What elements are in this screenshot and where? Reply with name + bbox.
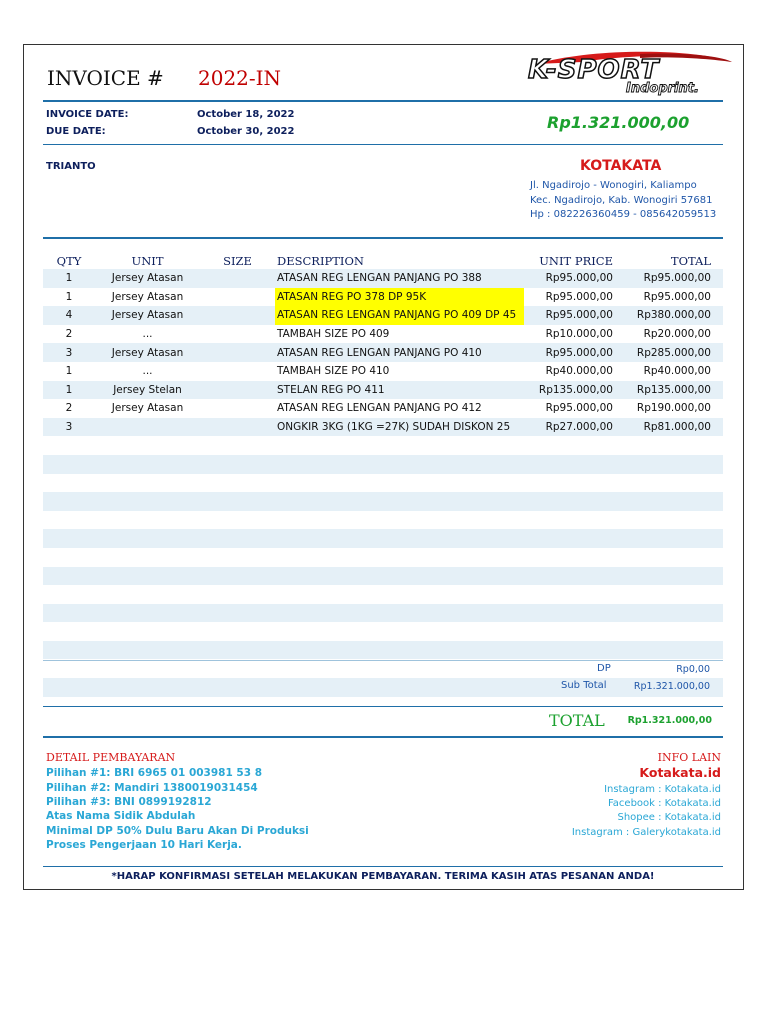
size-cell <box>200 325 275 344</box>
unit-cell <box>95 418 200 437</box>
company-name: KOTAKATA <box>580 158 662 174</box>
payment-line: Pilihan #2: Mandiri 1380019031454 <box>46 782 258 794</box>
size-cell <box>200 362 275 381</box>
invoice-date-value: October 18, 2022 <box>197 109 295 120</box>
unit-price-cell: Rp95.000,00 <box>524 269 625 288</box>
table-row <box>43 269 723 288</box>
qty-cell: 1 <box>65 365 73 378</box>
description-cell: ONGKIR 3KG (1KG =27K) SUDAH DISKON 25 <box>275 418 524 437</box>
empty-row <box>43 474 723 493</box>
total-cell: Rp285.000,00 <box>625 343 723 362</box>
payment-heading: DETAIL PEMBAYARAN <box>46 751 176 764</box>
qty-cell: 1 <box>43 269 95 288</box>
info-instagram[interactable]: Instagram : Kotakata.id <box>604 784 721 795</box>
info-heading: INFO LAIN <box>657 751 721 764</box>
unit-cell: Jersey Atasan <box>95 343 200 362</box>
info-shopee[interactable]: Shopee : Kotakata.id <box>617 812 721 823</box>
table-header-row <box>43 253 723 269</box>
invoice-title: INVOICE # <box>47 66 164 90</box>
unit-price-cell: Rp40.000,00 <box>545 365 613 378</box>
total-cell: Rp135.000,00 <box>625 381 723 400</box>
empty-row <box>43 678 723 697</box>
unit-cell: Jersey Atasan <box>95 306 200 325</box>
table-bottom-rule <box>43 660 723 661</box>
unit-price-cell: Rp27.000,00 <box>524 418 625 437</box>
payment-line: Minimal DP 50% Dulu Baru Akan Di Produksi <box>46 825 309 837</box>
items-table <box>43 253 723 697</box>
table-row <box>43 362 723 381</box>
unit-header: UNIT <box>131 254 164 268</box>
unit-price-cell: Rp95.000,00 <box>545 402 613 415</box>
description-cell: STELAN REG PO 411 <box>275 381 524 400</box>
unit-cell: Jersey Atasan <box>111 290 184 303</box>
empty-row <box>43 641 723 660</box>
qty-header: QTY <box>56 254 82 268</box>
total-cell: Rp81.000,00 <box>625 418 723 437</box>
empty-row <box>43 511 723 530</box>
table-row <box>43 418 723 437</box>
grand-total-label: TOTAL <box>549 711 605 730</box>
unit-price-cell: Rp95.000,00 <box>524 306 625 325</box>
total-cell: Rp95.000,00 <box>643 290 711 303</box>
unit-price-cell: Rp135.000,00 <box>524 381 625 400</box>
header-rule <box>43 100 723 102</box>
table-row <box>43 399 723 418</box>
size-cell <box>200 399 275 418</box>
subtotal-label: Sub Total <box>561 680 607 691</box>
empty-row <box>43 585 723 604</box>
total-cell: Rp380.000,00 <box>625 306 723 325</box>
unit-cell: Jersey Stelan <box>95 381 200 400</box>
unit-cell: ... <box>142 328 153 341</box>
size-header: SIZE <box>223 254 252 268</box>
empty-row <box>43 604 723 623</box>
description-cell: ATASAN REG LENGAN PANJANG PO 388 <box>275 269 524 288</box>
qty-cell: 1 <box>43 381 95 400</box>
payment-line: Pilihan #1: BRI 6965 01 003981 53 8 <box>46 767 263 779</box>
empty-row <box>43 455 723 474</box>
total-header: TOTAL <box>670 254 711 268</box>
invoice-amount: Rp1.321.000,00 <box>547 113 690 132</box>
description-cell-highlighted: ATASAN REG LENGAN PANJANG PO 409 DP 45 <box>275 306 524 325</box>
qty-cell: 4 <box>43 306 95 325</box>
info-facebook[interactable]: Facebook : Kotakata.id <box>607 798 721 809</box>
empty-row <box>43 567 723 586</box>
description-cell: ATASAN REG LENGAN PANJANG PO 410 <box>275 343 524 362</box>
table-row <box>43 306 723 325</box>
empty-row <box>43 548 723 567</box>
logo-main-text: K-SPORT <box>528 55 660 85</box>
total-cell: Rp95.000,00 <box>625 269 723 288</box>
qty-cell: 2 <box>65 328 73 341</box>
description-cell: TAMBAH SIZE PO 410 <box>277 365 390 378</box>
grand-total-value: Rp1.321.000,00 <box>627 715 712 726</box>
payment-top-rule <box>43 736 723 738</box>
footer-note: *HARAP KONFIRMASI SETELAH MELAKUKAN PEMBAYARAN. TERIMA KASIH ATAS PESANAN ANDA! <box>111 871 655 882</box>
description-cell: ATASAN REG LENGAN PANJANG PO 412 <box>277 402 482 415</box>
table-row <box>43 288 723 307</box>
table-row <box>43 343 723 362</box>
info-brand: Kotakata.id <box>639 765 721 780</box>
description-cell-highlighted: ATASAN REG PO 378 DP 95K <box>275 288 524 307</box>
unit-cell: ... <box>142 365 153 378</box>
company-address-2: Kec. Ngadirojo, Kab. Wonogiri 57681 <box>530 195 713 206</box>
total-cell: Rp20.000,00 <box>643 328 711 341</box>
unit-cell: Jersey Atasan <box>95 269 200 288</box>
empty-row <box>43 529 723 548</box>
table-top-rule <box>43 237 723 239</box>
info-instagram-gallery[interactable]: Instagram : Galerykotakata.id <box>571 827 721 838</box>
client-name: TRIANTO <box>46 161 96 172</box>
empty-row <box>43 659 723 678</box>
size-cell <box>200 306 275 325</box>
table-row <box>43 325 723 344</box>
size-cell <box>200 418 275 437</box>
size-cell <box>200 288 275 307</box>
size-cell <box>200 343 275 362</box>
empty-row <box>43 622 723 641</box>
due-date-label: DUE DATE: <box>46 126 106 137</box>
subtotal-value: Rp1.321.000,00 <box>633 681 710 692</box>
empty-row <box>43 436 723 455</box>
brand-logo <box>522 50 734 100</box>
payment-line: Pilihan #3: BNI 0899192812 <box>46 796 212 808</box>
footer-rule <box>43 866 723 867</box>
unit-price-header: UNIT PRICE <box>539 254 613 268</box>
items-body <box>43 269 723 697</box>
dp-value: Rp0,00 <box>676 664 710 675</box>
dp-label: DP <box>597 663 611 674</box>
payment-line: Atas Nama Sidik Abdulah <box>46 810 196 822</box>
description-header: DESCRIPTION <box>277 254 364 268</box>
qty-cell: 1 <box>65 290 73 303</box>
table-row <box>43 381 723 400</box>
totals-rule <box>43 706 723 707</box>
payment-line: Proses Pengerjaan 10 Hari Kerja. <box>46 839 242 851</box>
company-phone: Hp : 082226360459 - 085642059513 <box>530 209 717 220</box>
total-cell: Rp190.000,00 <box>636 402 711 415</box>
unit-cell: Jersey Atasan <box>111 402 184 415</box>
total-cell: Rp40.000,00 <box>643 365 711 378</box>
unit-price-cell: Rp95.000,00 <box>524 343 625 362</box>
company-address-1: Jl. Ngadirojo - Wonogiri, Kaliampo <box>530 180 697 191</box>
size-cell <box>200 269 275 288</box>
size-cell <box>200 381 275 400</box>
unit-price-cell: Rp10.000,00 <box>545 328 613 341</box>
logo-sub-text: Indoprint. <box>626 81 699 96</box>
unit-price-cell: Rp95.000,00 <box>545 290 613 303</box>
description-cell: TAMBAH SIZE PO 409 <box>277 328 390 341</box>
invoice-date-label: INVOICE DATE: <box>46 109 129 120</box>
qty-cell: 2 <box>65 402 73 415</box>
qty-cell: 3 <box>43 343 95 362</box>
meta-rule <box>43 144 723 145</box>
invoice-number: 2022-IN <box>198 66 282 90</box>
empty-row <box>43 492 723 511</box>
qty-cell: 3 <box>43 418 95 437</box>
due-date-value: October 30, 2022 <box>197 126 295 137</box>
